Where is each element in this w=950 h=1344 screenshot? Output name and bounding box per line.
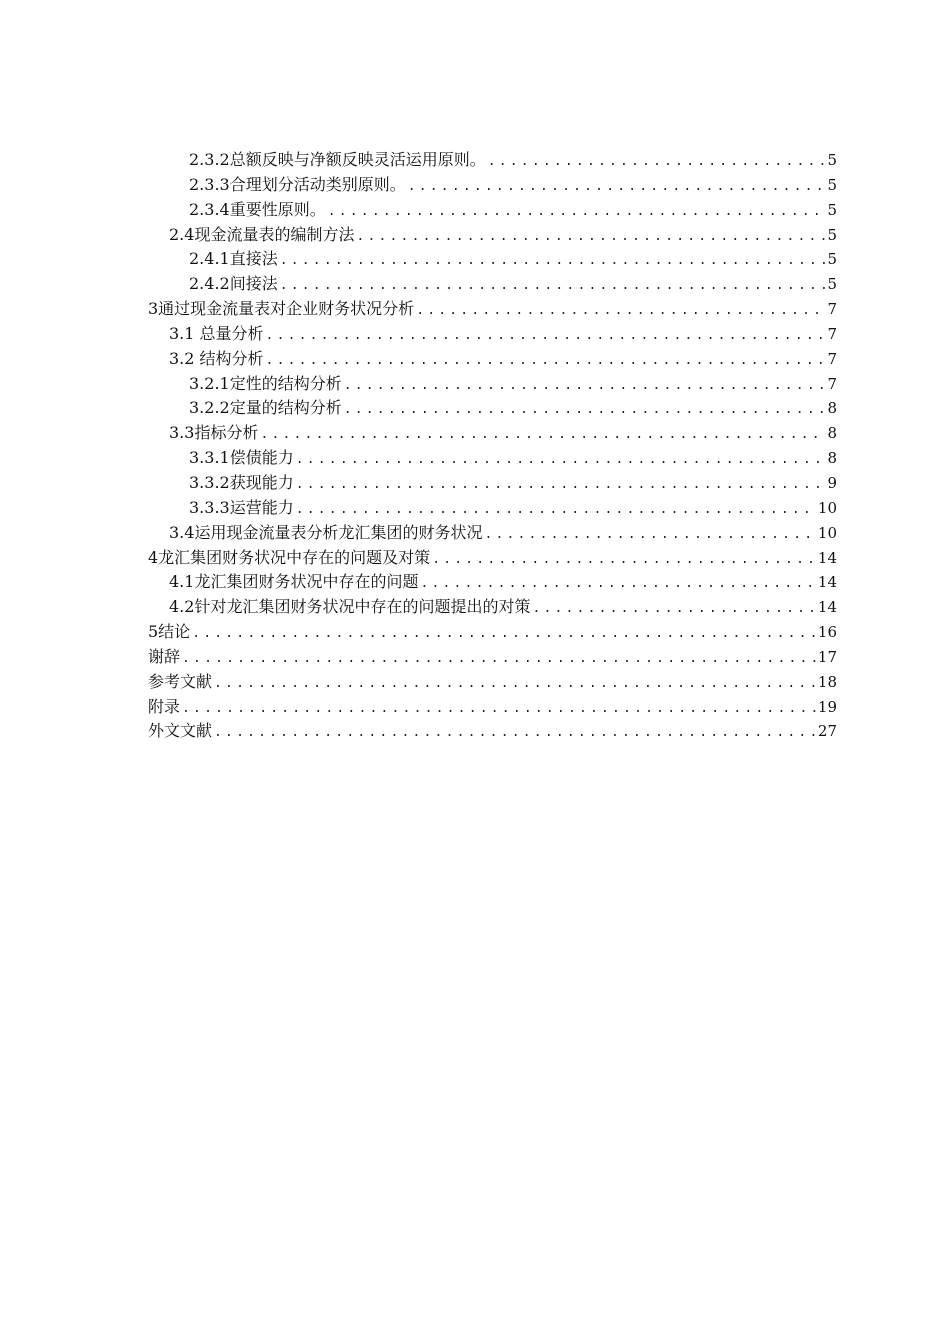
toc-entry-title: 3.1 总量分析	[169, 323, 264, 343]
toc-entry-page: 14	[817, 548, 837, 567]
toc-entry-page: 5	[827, 275, 837, 294]
toc-entry[interactable]	[148, 670, 837, 695]
toc-dot-leader	[416, 299, 825, 324]
toc-entry-page: 18	[817, 672, 837, 691]
toc-entry[interactable]	[148, 471, 837, 496]
toc-entry-page: 8	[827, 424, 837, 443]
toc-entry-title: 3.3指标分析	[169, 423, 259, 443]
toc-entry-page: 17	[817, 647, 837, 666]
toc-dot-leader	[280, 274, 826, 299]
toc-dot-leader	[214, 721, 816, 746]
toc-entry-page: 8	[827, 399, 837, 418]
toc-entry-page: 5	[827, 175, 837, 194]
toc-entry-page: 9	[827, 473, 837, 492]
toc-entry-page: 7	[827, 374, 837, 393]
toc-entry[interactable]	[148, 247, 837, 272]
toc-entry-page: 14	[817, 598, 837, 617]
toc-entry-page: 5	[827, 151, 837, 169]
toc-dot-leader	[296, 473, 826, 498]
toc-dot-leader	[266, 349, 826, 374]
toc-entry-title: 3通过现金流量表对企业财务状况分析	[148, 299, 415, 319]
toc-entry-title: 2.3.3合理划分活动类别原则。	[189, 174, 406, 194]
toc-entry[interactable]	[148, 719, 837, 744]
toc-entry[interactable]	[148, 148, 837, 173]
toc-entry[interactable]	[148, 297, 837, 322]
toc-entry-page: 27	[817, 722, 837, 741]
table-of-contents	[148, 148, 837, 744]
toc-entry-title: 3.2.2定量的结构分析	[189, 398, 342, 418]
toc-dot-leader	[432, 548, 816, 573]
toc-entry-page: 5	[827, 225, 837, 244]
toc-dot-leader	[280, 249, 826, 274]
toc-entry[interactable]	[148, 620, 837, 645]
toc-dot-leader	[420, 572, 815, 597]
toc-entry-title: 3.3.1偿债能力	[189, 448, 294, 468]
toc-entry[interactable]	[148, 546, 837, 571]
toc-entry-title: 4.2针对龙汇集团财务状况中存在的问题提出的对策	[169, 597, 531, 617]
toc-entry-title: 4龙汇集团财务状况中存在的问题及对策	[148, 547, 431, 567]
toc-entry-title: 2.3.2总额反映与净额反映灵活运用原则。	[189, 150, 486, 169]
toc-entry[interactable]	[148, 421, 837, 446]
toc-entry-page: 5	[827, 250, 837, 269]
toc-entry-page: 10	[817, 523, 837, 542]
toc-entry-title: 3.2 结构分析	[169, 348, 264, 368]
toc-dot-leader	[356, 225, 825, 250]
toc-dot-leader	[328, 200, 826, 225]
toc-entry-page: 7	[827, 300, 837, 319]
toc-dot-leader	[344, 398, 826, 423]
toc-entry[interactable]	[148, 173, 837, 198]
toc-dot-leader	[488, 150, 826, 175]
toc-entry[interactable]	[148, 595, 837, 620]
toc-entry[interactable]	[148, 496, 837, 521]
toc-dot-leader	[182, 697, 816, 722]
toc-entry-page: 7	[827, 324, 837, 343]
toc-entry-title: 5结论	[148, 622, 191, 642]
toc-entry[interactable]	[148, 645, 837, 670]
toc-entry-title: 4.1龙汇集团财务状况中存在的问题	[169, 572, 419, 592]
toc-entry[interactable]	[148, 695, 837, 720]
toc-entry[interactable]	[148, 521, 837, 546]
toc-entry[interactable]	[148, 322, 837, 347]
toc-entry-title: 3.3.3运营能力	[189, 497, 294, 517]
toc-entry-title: 2.4.1直接法	[189, 249, 278, 269]
toc-dot-leader	[408, 175, 826, 200]
toc-entry-page: 14	[817, 573, 837, 592]
toc-entry-title: 外文文献	[148, 721, 213, 741]
toc-entry-page: 10	[817, 498, 837, 517]
toc-entry-title: 2.4.2间接法	[189, 274, 278, 294]
toc-entry-page: 5	[827, 200, 837, 219]
toc-dot-leader	[532, 597, 815, 622]
toc-entry-page: 8	[827, 449, 837, 468]
toc-dot-leader	[484, 523, 815, 548]
toc-dot-leader	[182, 647, 816, 672]
toc-dot-leader	[192, 622, 816, 647]
toc-dot-leader	[296, 448, 826, 473]
toc-entry-title: 2.4现金流量表的编制方法	[169, 224, 355, 244]
toc-entry-page: 16	[817, 623, 837, 642]
toc-entry-page: 19	[817, 697, 837, 716]
toc-entry[interactable]	[148, 396, 837, 421]
toc-dot-leader	[260, 423, 825, 448]
toc-entry[interactable]	[148, 570, 837, 595]
toc-dot-leader	[266, 324, 826, 349]
toc-entry[interactable]	[148, 446, 837, 471]
toc-entry-title: 3.4运用现金流量表分析龙汇集团的财务状况	[169, 522, 483, 542]
toc-entry[interactable]	[148, 372, 837, 397]
toc-entry-title: 3.2.1定性的结构分析	[189, 373, 342, 393]
toc-entry[interactable]	[148, 223, 837, 248]
toc-entry-title: 3.3.2获现能力	[189, 472, 294, 492]
toc-entry-page: 7	[827, 349, 837, 368]
toc-dot-leader	[214, 672, 816, 697]
toc-entry[interactable]	[148, 347, 837, 372]
toc-entry-title: 参考文献	[148, 671, 213, 691]
toc-entry[interactable]	[148, 272, 837, 297]
toc-entry-title: 谢辞	[148, 646, 181, 666]
toc-entry-title: 2.3.4重要性原则。	[189, 199, 326, 219]
toc-entry-title: 附录	[148, 696, 181, 716]
toc-dot-leader	[344, 374, 826, 399]
toc-dot-leader	[296, 498, 816, 523]
toc-entry[interactable]	[148, 198, 837, 223]
